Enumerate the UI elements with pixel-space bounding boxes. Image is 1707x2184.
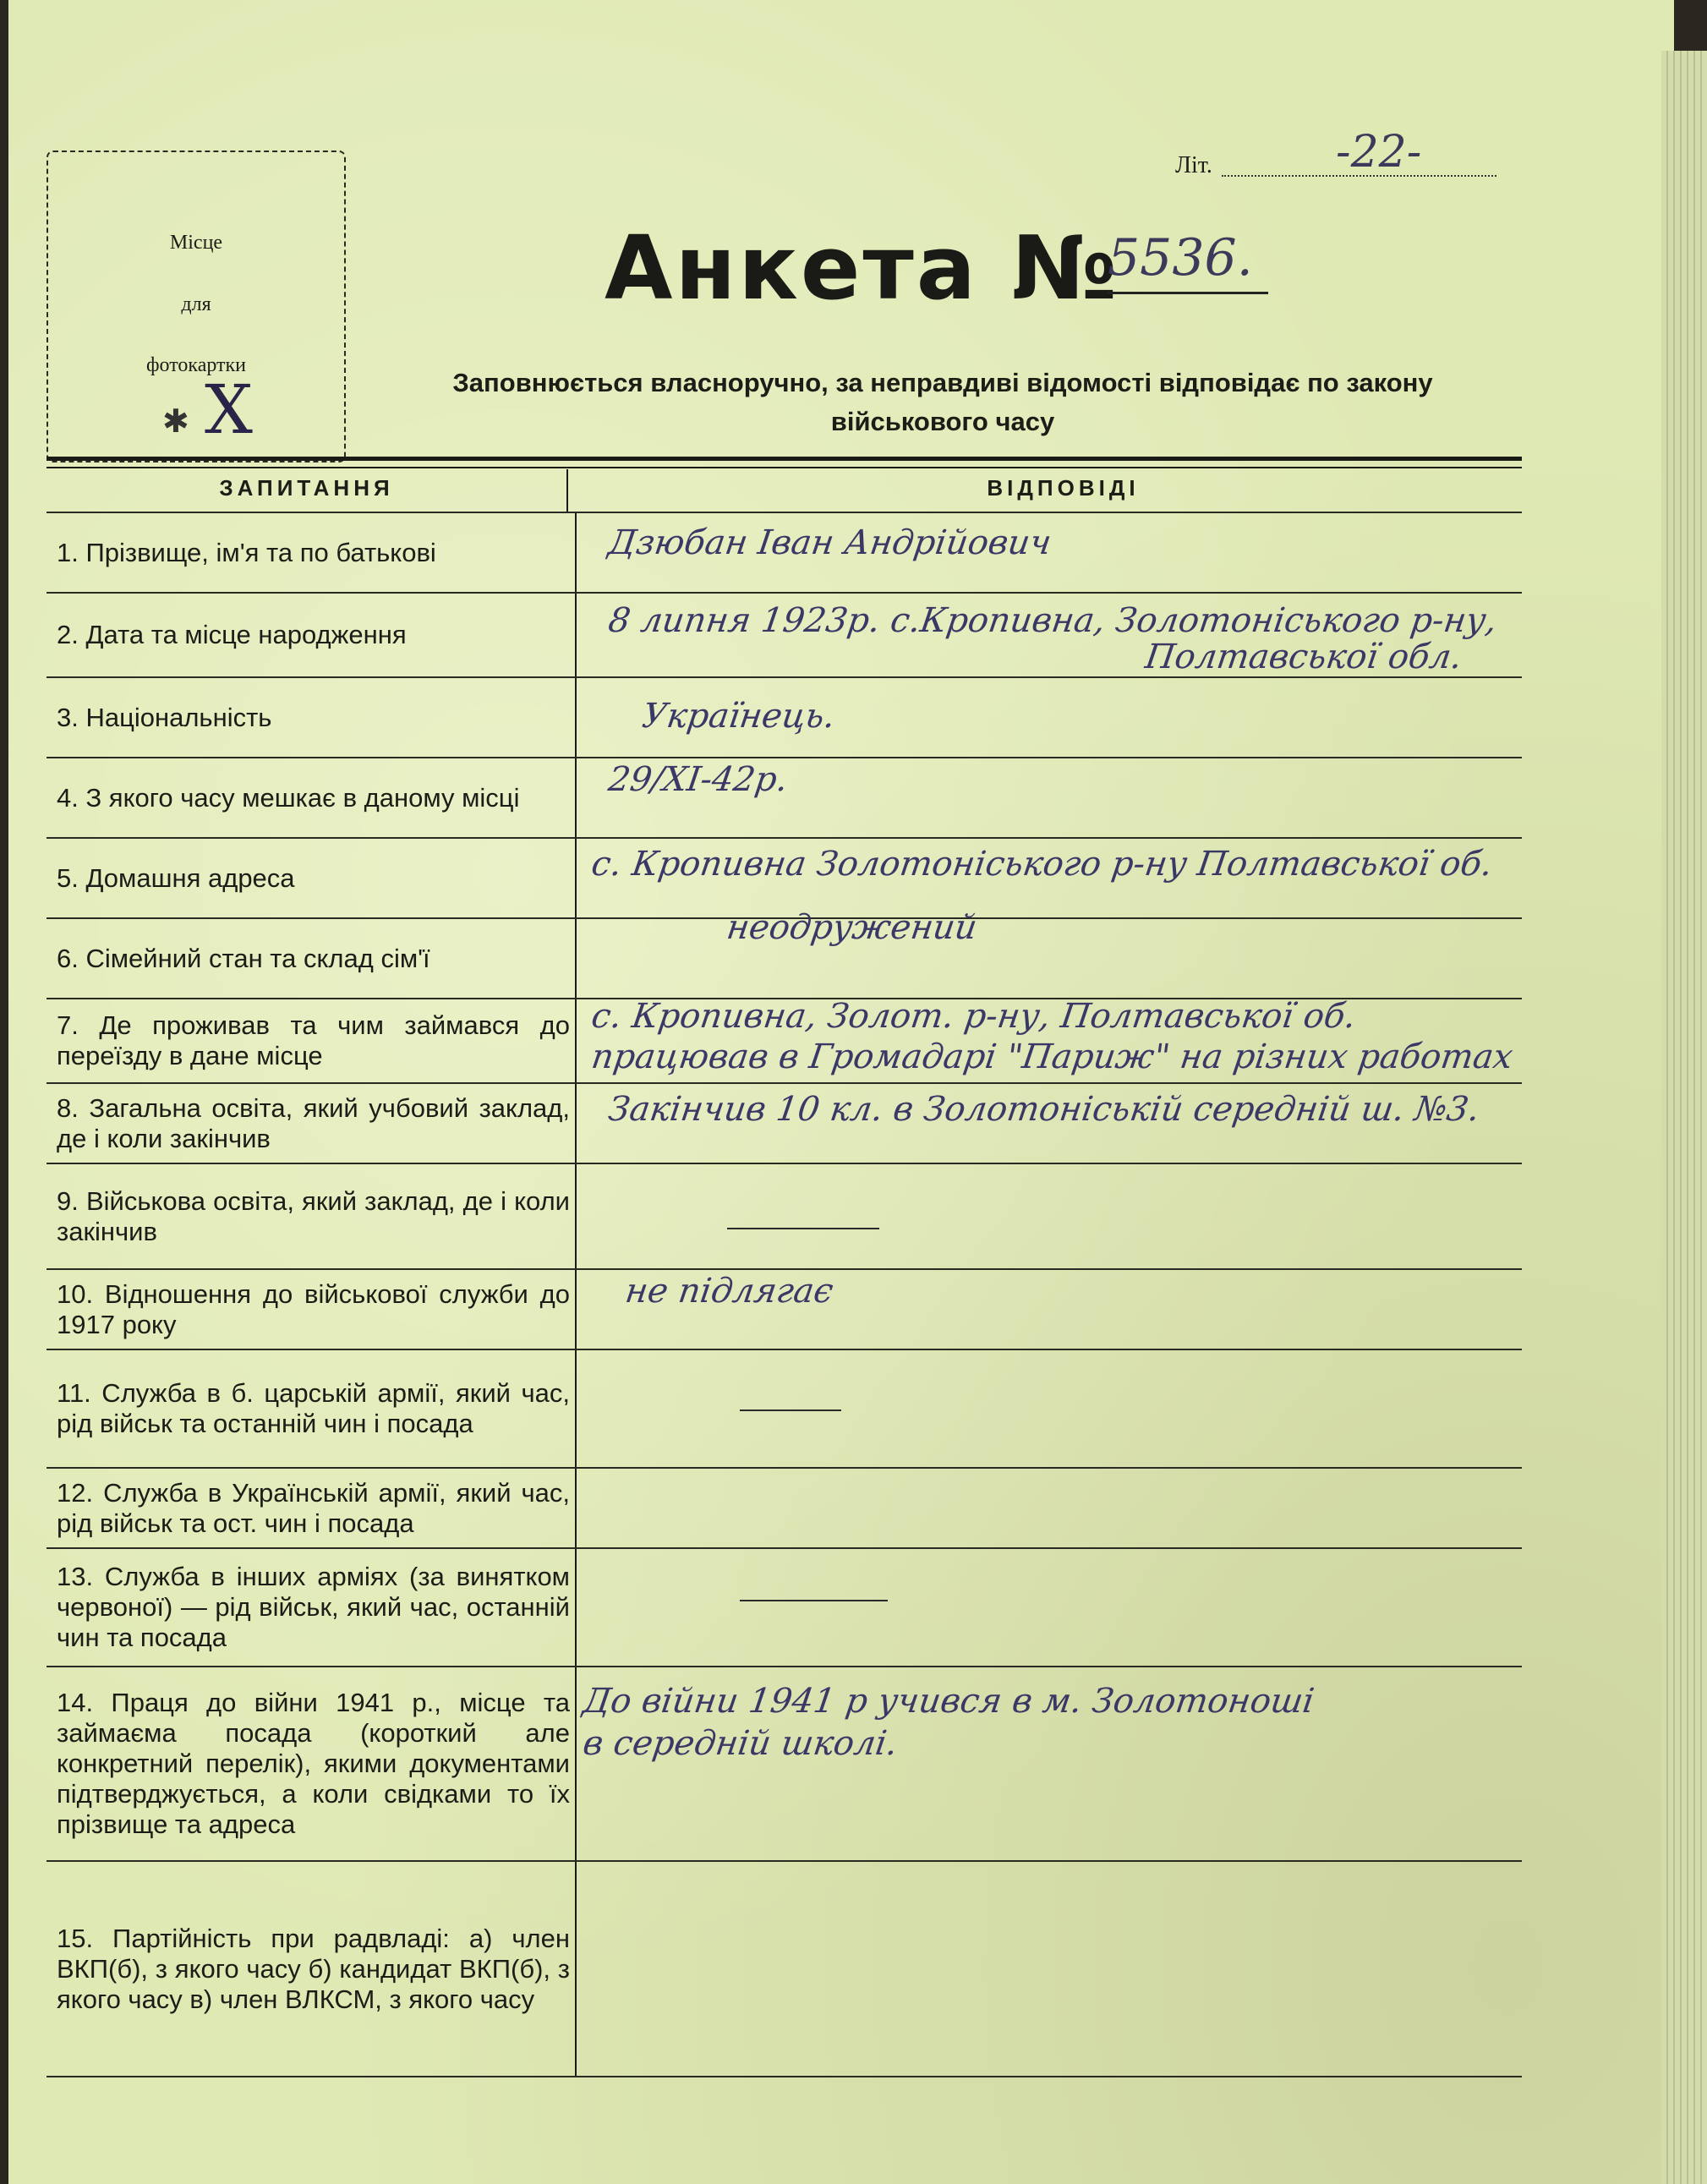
- answer-cell: [575, 998, 1522, 1082]
- handwritten-answer: 29/XI-42р.: [605, 760, 791, 799]
- handwritten-answer: не підлягає: [622, 1272, 836, 1311]
- question-text: 9. Військова освіта, який заклад, де і коли закінчив: [57, 1185, 570, 1246]
- sheet-label: Літ.: [1175, 152, 1212, 178]
- header-column-divider: [566, 469, 568, 513]
- answer-cell: [575, 908, 1522, 998]
- answer-cell: [575, 676, 1522, 757]
- table-row: [47, 1163, 1522, 1268]
- question-text: 12. Служба в Українській армії, який час, рід військ та ост. чин і посада: [57, 1477, 570, 1538]
- question-cell: [47, 1666, 575, 1860]
- question-text: 15. Партійність при радвладі: а) член ВКП(б), з якого часу б) кандидат ВКП(б), з якого часу в) член ВЛКСМ, з якого часу: [57, 1923, 570, 2014]
- handwritten-answer: неодружений: [724, 908, 980, 947]
- table-top-rule: [47, 457, 1522, 461]
- sheet-number: [1175, 127, 1513, 178]
- answer-cell: [575, 1082, 1522, 1163]
- question-cell: [47, 676, 575, 757]
- table-row: [47, 512, 1522, 592]
- answer-cell: [575, 837, 1522, 917]
- handwritten-answer: Полтавської обл.: [1142, 638, 1465, 676]
- questionnaire-page: [8, 0, 1674, 2184]
- answer-cell: [575, 1860, 1522, 2076]
- handwritten-answer: с. Кропивна, Золот. р-ну, Полтавської об.: [588, 997, 1359, 1036]
- table-row: [47, 1268, 1522, 1349]
- photo-placeholder: [47, 151, 346, 463]
- questionnaire-table: [47, 457, 1522, 2088]
- question-text: 5. Домашня адреса: [57, 862, 295, 893]
- form-number: 5536.: [1108, 228, 1253, 287]
- column-header-questions: ЗАПИТАННЯ: [219, 475, 394, 501]
- answer-cell: [575, 592, 1522, 676]
- question-text: 11. Служба в б. царській армії, який час, рід військ та останній чин і посада: [57, 1378, 570, 1438]
- question-cell: [47, 1547, 575, 1666]
- question-text: 3. Національність: [57, 702, 272, 732]
- answer-dash: [740, 1600, 888, 1601]
- answer-cell: [575, 1467, 1522, 1547]
- question-text: 2. Дата та місце народження: [57, 620, 407, 649]
- question-cell: [47, 837, 575, 917]
- table-row: [47, 1547, 1522, 1666]
- form-number-underline: [1108, 292, 1268, 294]
- table-row: [47, 1666, 1522, 1860]
- question-cell: [47, 592, 575, 676]
- table-row: [47, 1349, 1522, 1467]
- answer-cell: [575, 1163, 1522, 1268]
- question-text: 13. Служба в інших арміях (за винятком червоної) — рід військ, який час, останній чин та посада: [57, 1562, 570, 1652]
- question-text: 8. Загальна освіта, який учбовий заклад, де і коли закінчив: [57, 1092, 570, 1153]
- answer-dash: [740, 1409, 841, 1411]
- handwritten-answer: Дзюбан Іван Андрійович: [605, 523, 1054, 562]
- question-text: 14. Праця до війни 1941 р., місце та займаєма посада (короткий але конкретний перелік), якими документами підтверджується, а коли свідками то їх прізвище та адреса: [57, 1688, 570, 1839]
- answer-cell: [575, 757, 1522, 837]
- photo-label-line1: Місце: [169, 232, 223, 254]
- table-row: [47, 1860, 1522, 2076]
- question-cell: [47, 998, 575, 1082]
- table-row: [47, 676, 1522, 757]
- handwritten-answer: працював в Громадарі "Париж" на різних работах: [588, 1037, 1516, 1076]
- handwritten-answer: Українець.: [639, 697, 838, 736]
- table-row: [47, 998, 1522, 1082]
- question-text: 10. Відношення до військової служби до 1917 року: [57, 1278, 570, 1339]
- table-top-rule-thin: [47, 467, 1522, 468]
- handwritten-answer: с. Кропивна Золотоніського р-ну Полтавської об.: [588, 845, 1496, 884]
- table-row: [47, 1082, 1522, 1163]
- form-subtitle: Заповнюється власноручно, за неправдиві відомості відповідає по закону військового часу: [452, 368, 1433, 436]
- answer-cell: [575, 1666, 1522, 1860]
- question-text: 7. Де проживав та чим займався до переїзду в дане місце: [57, 1010, 570, 1070]
- photo-label-line3: фотокартки: [145, 354, 247, 376]
- question-cell: [47, 757, 575, 837]
- answer-cell: [575, 1547, 1522, 1666]
- table-row: [47, 1467, 1522, 1547]
- page-title: Анкета №: [605, 216, 1120, 320]
- answer-cell: [575, 512, 1522, 592]
- question-cell: [47, 1082, 575, 1163]
- table-row: [47, 757, 1522, 837]
- question-cell: [47, 1163, 575, 1268]
- answer-cell: [575, 1268, 1522, 1349]
- question-cell: [47, 917, 575, 998]
- question-cell: [47, 1349, 575, 1467]
- photo-label-line2: для: [181, 293, 211, 315]
- handwritten-answer: в середній школі.: [580, 1724, 900, 1763]
- table-row: [47, 908, 1522, 998]
- table-bottom-rule: [47, 2076, 1522, 2077]
- column-header-answers: ВІДПОВІДІ: [987, 475, 1140, 501]
- page-stack-edge: [1661, 51, 1707, 2184]
- table-row: [47, 592, 1522, 676]
- answer-cell: [575, 1349, 1522, 1467]
- handwritten-answer: 8 липня 1923р. с.Кропивна, Золотоніського р-ну,: [605, 601, 1500, 640]
- question-text: 6. Сімейний стан та склад сім'ї: [57, 943, 430, 973]
- question-cell: [47, 1268, 575, 1349]
- question-cell: [47, 512, 575, 592]
- handwritten-answer: До війни 1941 р учився в м. Золотоноші: [580, 1682, 1317, 1721]
- handwritten-answer: Закінчив 10 кл. в Золотоніській середній ш. №3.: [605, 1090, 1482, 1129]
- table-row: [47, 837, 1522, 917]
- question-cell: [47, 1860, 575, 2076]
- sheet-value: -22-: [1336, 127, 1422, 178]
- photo-stamp-mark-icon: ✱: [162, 404, 189, 440]
- question-cell: [47, 1467, 575, 1547]
- question-text: 4. З якого часу мешкає в даному місці: [57, 782, 520, 813]
- photo-handwritten-mark: X: [205, 370, 253, 449]
- answer-dash: [727, 1228, 879, 1229]
- question-text: 1. Прізвище, ім'я та по батькові: [57, 537, 436, 567]
